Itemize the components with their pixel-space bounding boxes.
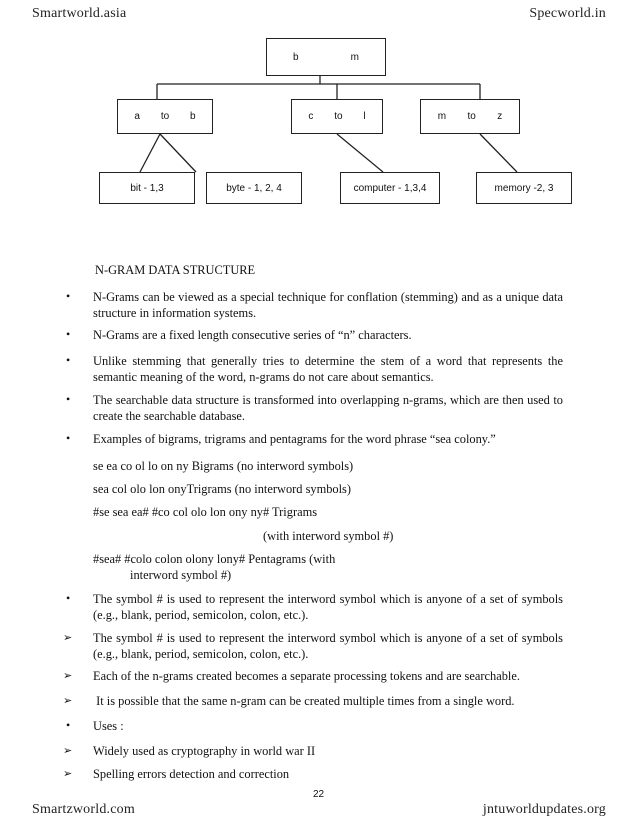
arrow-item: The symbol # is used to represent the interword symbol which is anyone of a set of symbols (e.g., blank, period, semicolon, colon, etc.). [93, 631, 563, 661]
example-pentagrams: #sea# #colo colon olony lony# Pentagrams (with [93, 552, 336, 566]
node-m-to-z [420, 99, 520, 134]
bullet-item: N-Grams are a fixed length consecutive series of “n” characters. [93, 328, 412, 342]
footer-right: jntuworldupdates.org [482, 802, 606, 817]
node-to: b [190, 111, 196, 122]
bullet-glyph: • [66, 327, 71, 341]
arrow-bullet-icon: ➢ [63, 694, 73, 707]
root-node [266, 38, 386, 76]
bullet-glyph: • [66, 392, 71, 406]
bullet-item: N-Grams can be viewed as a special technique for conflation (stemming) and as a unique data structure in information systems. [93, 290, 563, 320]
node-a-to-b [117, 99, 213, 134]
page-number: 22 [313, 789, 325, 800]
node-mid: to [467, 111, 476, 122]
leaf-memory: memory -2, 3 [476, 172, 572, 204]
example-bigrams: se ea co ol lo on ny Bigrams (no interword symbols) [93, 459, 354, 473]
bullet-glyph: • [66, 353, 71, 367]
bullet-item: Uses : [93, 719, 124, 733]
arrow-item: Widely used as cryptography in world war II [93, 744, 316, 758]
example-trigrams-note: (with interword symbol #) [263, 529, 394, 543]
node-to: z [497, 111, 503, 122]
section-title: N-GRAM DATA STRUCTURE [95, 263, 256, 277]
node-c-to-l [291, 99, 383, 134]
arrow-bullet-icon: ➢ [63, 744, 73, 757]
arrow-item: Spelling errors detection and correction [93, 767, 290, 781]
footer-left: Smartzworld.com [32, 802, 135, 817]
node-mid: to [334, 111, 343, 122]
bullet-item: Unlike stemming that generally tries to determine the stem of a word that represents the semantic meaning of the word, n-grams do not care about semantics. [93, 354, 563, 384]
bullet-item: Examples of bigrams, trigrams and pentagrams for the word phrase “sea colony.” [93, 432, 496, 446]
bullet-item: The searchable data structure is transformed into overlapping n-grams, which are then used to create the searchable database. [93, 393, 563, 423]
node-from: a [134, 111, 140, 122]
root-to: m [350, 51, 359, 63]
node-to: l [363, 111, 366, 122]
arrow-item: It is possible that the same n-gram can be created multiple times from a single word. [93, 694, 515, 708]
node-mid: to [160, 111, 170, 122]
bullet-item: The symbol # is used to represent the interword symbol which is anyone of a set of symbols (e.g., blank, period, semicolon, colon, etc.). [93, 592, 563, 622]
leaf-computer: computer - 1,3,4 [340, 172, 440, 204]
leaf-bit: bit - 1,3 [99, 172, 195, 204]
header-right: Specworld.in [529, 6, 606, 21]
arrow-item: Each of the n-grams created becomes a separate processing tokens and are searchable. [93, 669, 520, 683]
bullet-glyph: • [66, 718, 71, 732]
header-left: Smartworld.asia [32, 6, 127, 21]
bullet-glyph: • [66, 289, 71, 303]
example-trigrams-interword: #se sea ea# #co col olo lon ony ny# Trigrams [93, 505, 318, 519]
example-pentagrams-note: interword symbol #) [130, 568, 232, 582]
node-from: c [308, 111, 314, 122]
bullet-glyph: • [66, 591, 71, 605]
leaf-byte: byte - 1, 2, 4 [206, 172, 302, 204]
node-from: m [437, 111, 447, 122]
root-from: b [293, 51, 299, 63]
example-trigrams: sea col olo lon onyTrigrams (no interword symbols) [93, 482, 352, 496]
arrow-bullet-icon: ➢ [63, 669, 73, 682]
arrow-bullet-icon: ➢ [63, 767, 73, 780]
arrow-bullet-icon: ➢ [63, 631, 73, 644]
bullet-glyph: • [66, 431, 71, 445]
